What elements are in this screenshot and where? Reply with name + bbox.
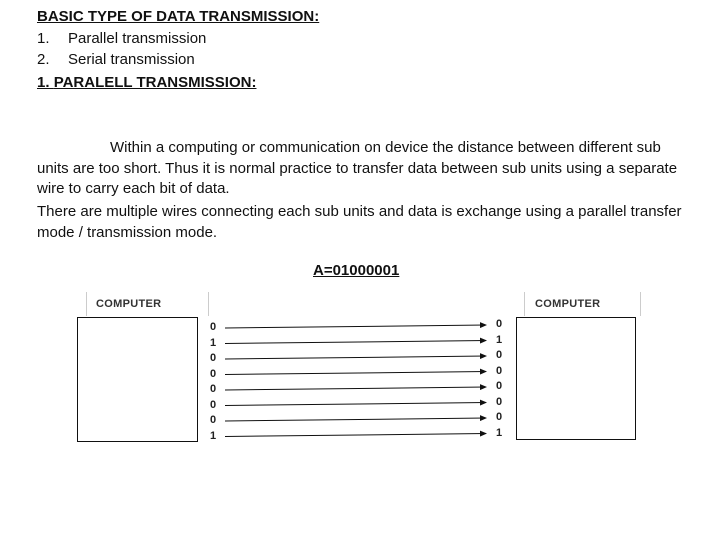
right-bit-label: 1	[495, 426, 503, 439]
left-bit-label: 0	[209, 383, 217, 395]
right-computer-label: COMPUTER	[535, 298, 601, 310]
right-bit-label: 0	[495, 380, 503, 392]
left-bit-label: 0	[209, 321, 217, 333]
left-computer-label: COMPUTER	[96, 298, 162, 310]
wire-arrow	[225, 434, 486, 437]
paragraph-wires: There are multiple wires connecting each sub units and data is exchange using a parallel transfer mode / transmission mode.	[37, 203, 682, 241]
wire-arrow	[225, 403, 486, 406]
right-bit-label: 0	[495, 411, 503, 423]
left-bit-label: 1	[209, 429, 217, 442]
left-bit-label: 0	[209, 367, 217, 380]
left-bit-label: 0	[209, 352, 217, 364]
right-bit-label: 0	[495, 364, 503, 377]
right-bit-label: 0	[495, 395, 503, 408]
right-bit-label: 0	[495, 318, 503, 330]
wire-arrow	[225, 418, 486, 421]
section-number: 1.	[37, 74, 50, 91]
list-number: 1.	[37, 30, 50, 47]
right-bit-label: 0	[495, 349, 503, 361]
list-number: 2.	[37, 51, 50, 68]
left-bit-label: 1	[209, 336, 217, 349]
right-bit-label: 1	[495, 333, 503, 346]
left-bit-label: 0	[209, 414, 217, 426]
left-bit-label: 0	[209, 398, 217, 411]
list-text: Serial transmission	[68, 51, 195, 68]
section-title: PARALELL TRANSMISSION:	[53, 74, 257, 91]
paragraph-intro-text: Within a computing or communication on device the distance between different sub units are too short. Thus it is normal practice to transfer data between sub units using a separate wire to carry each bit of data.	[37, 139, 678, 197]
list-text: Parallel transmission	[68, 30, 207, 47]
binary-formula: A=01000001	[313, 262, 400, 279]
wire-arrow	[225, 325, 486, 328]
wire-arrow	[225, 341, 486, 344]
wire-arrow	[225, 387, 486, 390]
page-heading: BASIC TYPE OF DATA TRANSMISSION:	[37, 8, 320, 25]
wire-arrow	[225, 372, 486, 375]
wire-arrow	[225, 356, 486, 359]
